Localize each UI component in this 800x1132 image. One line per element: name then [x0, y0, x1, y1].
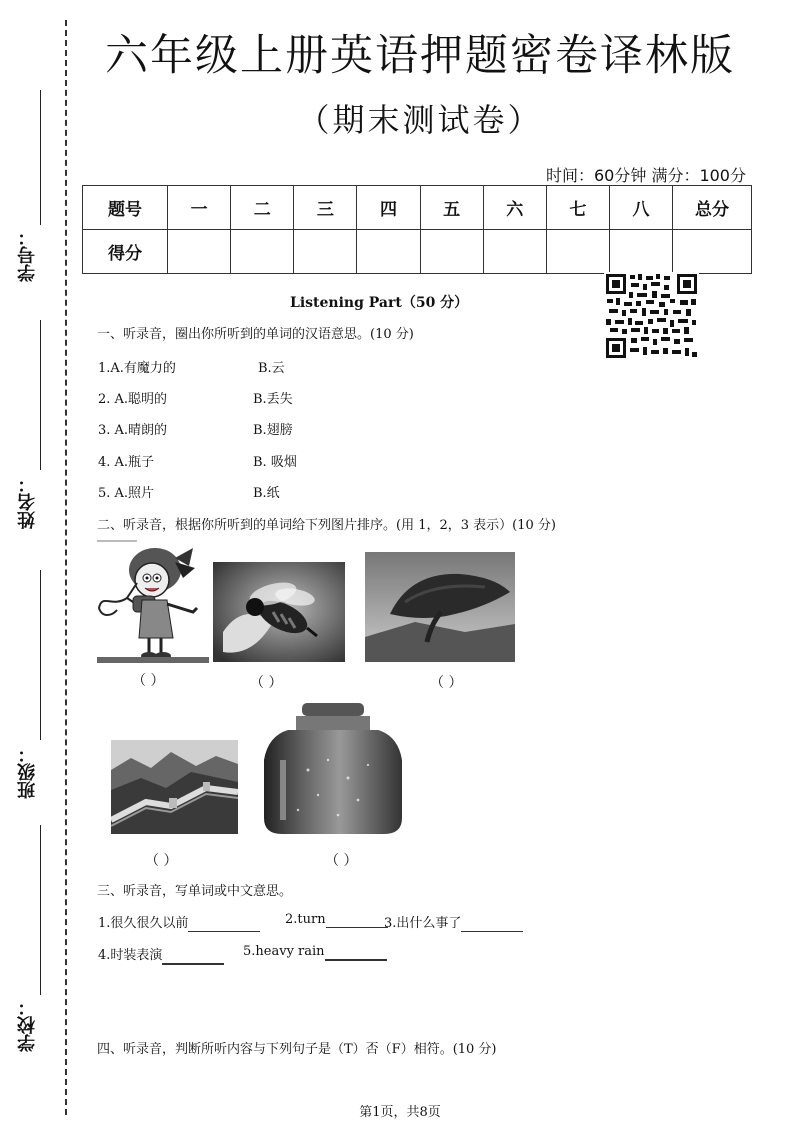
- q1-option-b[interactable]: B. 吸烟: [253, 455, 297, 470]
- q3-item-text: 5.heavy rain: [243, 944, 325, 959]
- q2-instruction: 二、听录音，根据你所听到的单词给下列图片排序。(用 1，2，3 表示）(10 分): [97, 518, 556, 533]
- q1-option-a[interactable]: 4. A.瓶子: [98, 455, 155, 470]
- page-number: 第1页，共8页: [359, 1105, 441, 1120]
- table-cell: 七: [546, 186, 609, 230]
- score-input-cell[interactable]: [609, 230, 672, 274]
- score-input-cell[interactable]: [294, 230, 357, 274]
- q3-item-text: 2.turn: [285, 912, 326, 927]
- student-no-label: 学号：: [17, 228, 38, 282]
- score-table-score-row: [83, 230, 752, 274]
- q3-item-text: 1.很久很久以前: [98, 916, 189, 931]
- q1-option-b[interactable]: B.纸: [253, 486, 280, 501]
- score-table: [82, 185, 752, 274]
- answer-blank[interactable]: [188, 916, 260, 932]
- page-title: 六年级上册英语押题密卷译林版: [105, 31, 735, 81]
- q1-option-b[interactable]: B.丢失: [253, 392, 293, 407]
- q3-item: [384, 912, 523, 932]
- q1-option-a[interactable]: 3. A.晴朗的: [98, 423, 168, 438]
- table-cell: 五: [420, 186, 483, 230]
- answer-paren[interactable]: （ ）: [145, 853, 178, 869]
- table-cell: 得分: [83, 230, 168, 274]
- q3-item-text: 3.出什么事了: [384, 916, 462, 931]
- bee-photo: [213, 562, 345, 662]
- great-wall-photo: [111, 740, 238, 834]
- q1-option-b[interactable]: B.云: [258, 361, 285, 376]
- glass-jar-photo: [258, 700, 408, 838]
- table-cell: 一: [168, 186, 231, 230]
- qr-code-image: [604, 272, 699, 360]
- answer-paren[interactable]: （ ）: [250, 675, 283, 691]
- q1-option-a[interactable]: 5. A.照片: [98, 486, 155, 501]
- table-cell: 总分: [673, 186, 752, 230]
- binding-dashed-line: [65, 20, 67, 1115]
- student-no-rule: [40, 90, 41, 225]
- answer-blank[interactable]: [325, 944, 387, 961]
- school-label: 学校：: [17, 998, 38, 1052]
- answer-blank[interactable]: [162, 948, 224, 965]
- score-input-cell[interactable]: [357, 230, 420, 274]
- page-subtitle: （期末测试卷）: [297, 101, 543, 139]
- q4-instruction: 四、听录音，判断所听内容与下列句子是（T）否（F）相符。(10 分): [97, 1042, 497, 1057]
- score-input-cell[interactable]: [231, 230, 294, 274]
- listening-section-title: Listening Part（50 分）: [290, 295, 469, 311]
- score-input-cell[interactable]: [168, 230, 231, 274]
- table-cell: 六: [483, 186, 546, 230]
- time-info: 时间：60分钟 满分：100分: [546, 166, 746, 185]
- table-cell: 四: [357, 186, 420, 230]
- score-input-cell[interactable]: [420, 230, 483, 274]
- table-cell: 二: [231, 186, 294, 230]
- table-cell: 三: [294, 186, 357, 230]
- q3-item: [98, 912, 260, 932]
- class-label: 班级：: [17, 745, 38, 799]
- answer-paren[interactable]: （ ）: [325, 853, 358, 869]
- answer-paren[interactable]: （ ）: [430, 675, 463, 691]
- q1-option-b[interactable]: B.翅膀: [253, 423, 293, 438]
- class-rule: [40, 570, 41, 740]
- school-rule: [40, 825, 41, 995]
- q3-instruction: 三、听录音，写单词或中文意思。: [97, 884, 293, 899]
- girl-telephone-image: [97, 538, 209, 663]
- score-input-cell[interactable]: [673, 230, 752, 274]
- windy-tree-photo: [365, 552, 515, 662]
- name-label: 姓名：: [17, 475, 38, 529]
- score-input-cell[interactable]: [483, 230, 546, 274]
- table-cell: 八: [609, 186, 672, 230]
- table-cell: 题号: [83, 186, 168, 230]
- q1-option-a[interactable]: 1.A.有魔力的: [98, 361, 176, 376]
- q3-item-text: 4.时装表演: [98, 948, 163, 963]
- q3-item: [285, 912, 388, 928]
- score-table-header-row: [83, 186, 752, 230]
- q1-option-a[interactable]: 2. A.聪明的: [98, 392, 168, 407]
- name-rule: [40, 320, 41, 470]
- q3-item: [98, 944, 224, 965]
- q1-instruction: 一、听录音，圈出你所听到的单词的汉语意思。(10 分): [97, 327, 414, 342]
- answer-blank[interactable]: [326, 912, 388, 928]
- q3-item: [243, 944, 387, 961]
- answer-paren[interactable]: （ ）: [132, 673, 165, 689]
- score-input-cell[interactable]: [546, 230, 609, 274]
- answer-blank[interactable]: [461, 916, 523, 932]
